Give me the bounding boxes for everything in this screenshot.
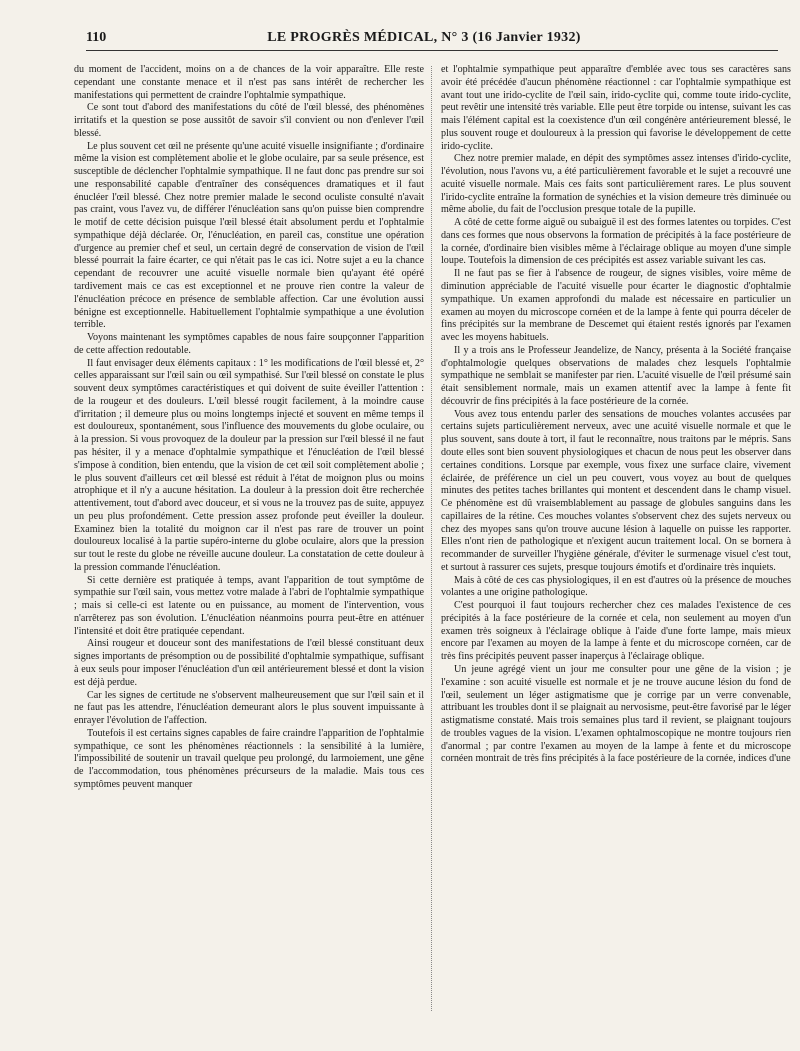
column-divider [431, 66, 432, 1011]
paragraph: Il faut envisager deux éléments capitaux : 1° les modifications de l'œil blessé et, 2° celles apparaissant sur l'œil sain ou œil sympathisé. Sur l'œil blessé on constate le plus souvent deux symptômes caractéristiques et qui doivent de suite éveiller l'attention : de la rougeur et des douleurs. L'œil blessé rougit facilement, à la moindre cause d'irritation ; il demeure plus ou moins longtemps injecté et souvent en même temps il est douloureux, spontanément, sous l'influence des mouvements du globe oculaire, ou à la pression. Si vous provoquez de la douleur par la pression sur l'œil blessé il ne faut pas hésiter, il y a menace d'ophtalmie sympathique et l'énucléation de l'œil blessé s'impose à condition, bien entendu, que la vision de cet œil soit complètement abolie ; le plus souvent d'ailleurs cet œil blessé est réduit à l'état de moignon plus ou moins atrophique et il n'y a aucune hésitation. La douleur à la pression doit être recherchée attentivement, tout d'abord avec douceur, et si vous ne la trouvez pas de suite, appuyez un peu plus profondément. Cette pression assez profonde peut éveiller la douleur. Examinez bien la totalité du moignon car il n'est pas rare de trouver un point douloureux localisé à la partie supéro-interne du globe oculaire, alors que la pression sur tout le reste du globe ne réveille aucune douleur. La constatation de cette douleur à la pression commande l'énucléation. [74, 357, 424, 573]
paragraph: Mais à côté de ces cas physiologiques, il en est d'autres où la présence de mouches volantes a une origine pathologique. [441, 574, 791, 599]
paragraph: Ainsi rougeur et douceur sont des manifestations de l'œil blessé constituant deux signes importants de présomption ou de possibilité d'ophtalmie sympathique, suffisant à eux seuls pour imposer l'énucléation d'un œil antérieurement blessé et dont la vision est déjà perdue. [74, 638, 424, 688]
paragraph: et l'ophtalmie sympathique peut apparaître d'emblée avec tous ses caractères sans avoir été précédée d'aucun phénomène réactionnel : car l'ophtalmie sympathique est avant tout une irido-cyclite de l'œil sain, irido-cyclite qui, comme toute irido-cyclite, peut revêtir une intensité très variable. Elle peut être torpide ou intense, suivant les cas mais l'élément capital est la coexistence d'un œil congénère antérieurement blessé, le plus souvent rouge et douloureux à la pression qui favorise le développement de cette irido-cyclite. [441, 64, 791, 152]
paragraph: A côté de cette forme aiguë ou subaiguë il est des formes latentes ou torpides. C'est dans ces formes que nous observons la formation de précipités à la face postérieure de la cornée, d'ordinaire bien visibles même à l'éclairage oblique au moyen d'une simple loupe. Toutefois la dimension de ces précipités est assez variable suivant les cas. [441, 217, 791, 267]
running-title: LE PROGRÈS MÉDICAL, N° 3 (16 Janvier 1932) [267, 30, 581, 45]
page-number: 110 [86, 30, 107, 45]
paragraph: Vous avez tous entendu parler des sensations de mouches volantes accusées par certains sujets particulièrement nerveux, avec une acuité visuelle normale et que le plus souvent, sans doute à tort, il faut le reconnaître, nous traitons par le mépris. Sans doute elles sont bien souvent physiologiques et chacun de nous peut les observer dans certaines conditions. Lorsque par exemple, vous fixez une surface claire, vivement éclairée, de préférence un ciel un peu couvert, vous voyez au bout de quelques minutes des petites taches brillantes qui montent et descendent dans le champ visuel. Ce phénomène est dû vraisemblablement au passage de globules sanguins dans les capillaires de la rétine. Ces mouches volantes s'observent chez des sujets nerveux ou chez des myopes sans qu'on trouve aucune lésion à laquelle on puisse les rapporter. Elles n'ont rien de pathologique et n'exigent aucun traitement local. On se bornera à recommander de surveiller l'hygiène générale, d'éviter le surmenage visuel c'est tout, et surtout à rassurer ces sujets, presque toujours émotifs et d'ordinaire très inquiets. [441, 408, 791, 573]
paragraph: Voyons maintenant les symptômes capables de nous faire soupçonner l'apparition de cette affection redoutable. [74, 332, 424, 356]
paragraph: Si cette dernière est pratiquée à temps, avant l'apparition de tout symptôme de sympathie sur l'œil sain, vous mettez votre malade à l'abri de l'ophtalmie sympathique ; mais si celle-ci est latente ou en puissance, au moment de l'intervention, vous n'arrêterez pas son évolution. L'énucléation néanmoins pourra peut-être en atténuer l'intensité et doit être pratiquée cependant. [74, 574, 424, 637]
header-rule [86, 50, 778, 51]
paragraph: Un jeune agrégé vient un jour me consulter pour une gêne de la vision ; je l'examine : son acuité visuelle est normale et je ne trouve aucune lésion du fond de l'œil, seulement un léger astigmatisme que je corrige par un verre convenable, attribuant les troubles dont il se plaignait au nervosisme, peut-être favorisé par le léger astigmatisme constaté. Mais trois semaines plus tard il revient, se plaignant toujours de troubles vagues de la vision. L'examen ophtalmoscopique ne montre toujours rien d'anormal ; par contre l'examen au moyen de la lampe à fente et du microscope cornéen montrait de très fins précipités à la face postérieure de la cornée, indices d'une [441, 663, 791, 765]
paragraph: C'est pourquoi il faut toujours rechercher chez ces malades l'existence de ces précipités à la face postérieure de la cornée et cela, non seulement au moyen d'un examen très soigneux à l'éclairage oblique à l'aide d'une forte lampe, mais mieux encore par l'examen au moyen de la lampe à fente et du microscope cornéen, car de très fins précipités peuvent passer inaperçus à l'éclairage oblique. [441, 600, 791, 663]
left-column [74, 64, 424, 1041]
page-header [70, 26, 778, 54]
paragraph: Le plus souvent cet œil ne présente qu'une acuité visuelle insignifiante ; d'ordinaire même la vision est complètement abolie et le globe oculaire, par sa seule présence, est susceptible de déclencher l'ophtalmie sympathique. Il ne faut donc pas prendre sur soi une responsabilité capable d'entraîner des conséquences dramatiques et il faut énucléer l'œil blessé. Chez notre premier malade le second oculiste consulté n'avait pas craint, vous l'avez vu, de différer l'énucléation sans qu'on puisse bien comprendre le motif de cette décision puisque l'œil blessé était absolument perdu et l'ophtalmie sympathique déjà déclarée. Or, l'énucléation, en pareil cas, constitue une opération d'urgence au premier chef et seul, un certain degré de conservation de vision de l'œil blessé pourrait la faire écarter, ce qui n'était pas le cas ici. Notre sujet a eu la chance cependant de recouvrer une acuité visuelle normale bien qu'ayant été opéré tardivement mais ce cas est exceptionnel et ne prouve rien contre la valeur de l'énucléation précoce en présence de semblable affection. Car une évolution aussi bénigne est exceptionnelle. Habituellement l'ophtalmie sympathique a une évolution terrible. [74, 140, 424, 331]
paragraph: du moment de l'accident, moins on a de chances de la voir apparaître. Elle reste cependant une constante menace et il n'est pas sans intérêt de rechercher les manifestations qui permettent de craindre l'ophtalmie sympathique. [74, 64, 424, 101]
right-column [441, 64, 791, 1041]
paragraph: Chez notre premier malade, en dépit des symptômes assez intenses d'irido-cyclite, l'évolution, nous l'avons vu, a été particulièrement favorable et le sujet a recouvré une acuité visuelle normale. Mais ces faits sont particulièrement rares. Le plus souvent l'irido-cyclite entraîne la formation de synéchies et la vision demeure très diminuée ou même abolie, du fait de l'occlusion presque totale de la pupille. [441, 153, 791, 216]
paragraph: Ce sont tout d'abord des manifestations du côté de l'œil blessé, des phénomènes irritatifs et la question se pose aussitôt de savoir s'il convient ou non d'enlever l'œil blessé. [74, 102, 424, 139]
paragraph: Toutefois il est certains signes capables de faire craindre l'apparition de l'ophtalmie sympathique, ce sont les phénomènes réactionnels : la sensibilité à la lumière, l'impossibilité de soutenir un travail quelque peu prolongé, du larmoiement, une gêne de l'accommodation, tous phénomènes précurseurs de la maladie. Mais tous ces symptômes peuvent manquer [74, 727, 424, 790]
paragraph: Il y a trois ans le Professeur Jeandelize, de Nancy, présenta à la Société française d'ophtalmologie quelques observations de malades chez lesquels l'ophtalmie sympathique ne semblait se manifester par rien. L'acuité visuelle de l'œil présumé sain était sensiblement normale, mais un examen attentif avec la lampe à fente fit découvrir de fins précipités à la face postérieure de la cornée. [441, 344, 791, 407]
paragraph: Il ne faut pas se fier à l'absence de rougeur, de signes visibles, voire même de diminution appréciable de l'acuité visuelle pour écarter le diagnostic d'ophtalmie sympathique. Un examen approfondi du malade est nécessaire en particulier un examen au moyen du microscope cornéen et de la lampe à fente qui pourra déceler de fins précipités sur la membrane de Descemet qui étaient restés ignorés par l'examen avec les moyens habituels. [441, 268, 791, 344]
paragraph: Car les signes de certitude ne s'observent malheureusement que sur l'œil sain et il ne faut pas les attendre, l'énucléation demeurant alors le plus souvent impuissante à enrayer l'évolution de l'affection. [74, 689, 424, 727]
